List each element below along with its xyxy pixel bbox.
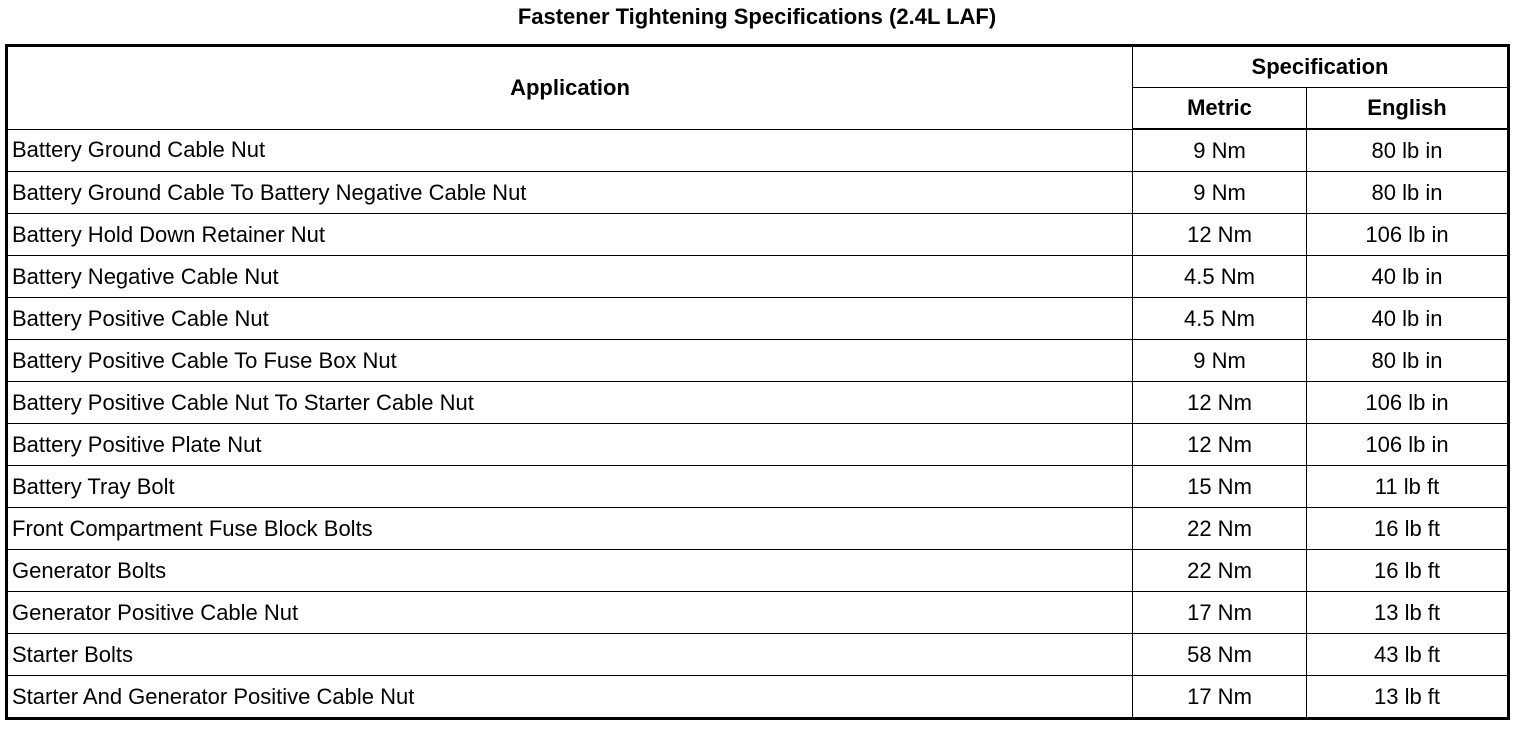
application-cell: Battery Positive Cable Nut <box>7 298 1133 340</box>
application-cell: Battery Ground Cable To Battery Negative Cable Nut <box>7 172 1133 214</box>
metric-cell: 12 Nm <box>1133 424 1307 466</box>
english-cell: 106 lb in <box>1307 214 1509 256</box>
table-row <box>7 172 1509 214</box>
application-cell: Front Compartment Fuse Block Bolts <box>7 508 1133 550</box>
application-cell: Battery Positive Cable To Fuse Box Nut <box>7 340 1133 382</box>
english-cell: 16 lb ft <box>1307 550 1509 592</box>
application-cell: Starter Bolts <box>7 634 1133 676</box>
table-row <box>7 129 1509 172</box>
specifications-table <box>5 44 1510 720</box>
application-cell: Battery Ground Cable Nut <box>7 129 1133 172</box>
table-row <box>7 592 1509 634</box>
english-cell: 13 lb ft <box>1307 592 1509 634</box>
metric-cell: 58 Nm <box>1133 634 1307 676</box>
application-cell: Starter And Generator Positive Cable Nut <box>7 676 1133 719</box>
application-cell: Battery Negative Cable Nut <box>7 256 1133 298</box>
table-header <box>7 46 1509 130</box>
application-cell: Battery Positive Plate Nut <box>7 424 1133 466</box>
english-cell: 43 lb ft <box>1307 634 1509 676</box>
english-cell: 40 lb in <box>1307 256 1509 298</box>
table-row <box>7 508 1509 550</box>
application-cell: Battery Tray Bolt <box>7 466 1133 508</box>
application-cell: Battery Hold Down Retainer Nut <box>7 214 1133 256</box>
english-cell: 106 lb in <box>1307 382 1509 424</box>
english-cell: 40 lb in <box>1307 298 1509 340</box>
metric-cell: 12 Nm <box>1133 214 1307 256</box>
metric-cell: 15 Nm <box>1133 466 1307 508</box>
table-row <box>7 634 1509 676</box>
english-cell: 80 lb in <box>1307 129 1509 172</box>
table-body <box>7 129 1509 719</box>
table-row <box>7 424 1509 466</box>
metric-cell: 9 Nm <box>1133 129 1307 172</box>
table-row <box>7 382 1509 424</box>
english-cell: 80 lb in <box>1307 172 1509 214</box>
metric-cell: 9 Nm <box>1133 340 1307 382</box>
english-cell: 16 lb ft <box>1307 508 1509 550</box>
english-cell: 13 lb ft <box>1307 676 1509 719</box>
table-row <box>7 340 1509 382</box>
metric-cell: 17 Nm <box>1133 592 1307 634</box>
application-column-header: Application <box>7 46 1133 130</box>
specification-column-header: Specification <box>1133 46 1509 88</box>
metric-column-header: Metric <box>1133 88 1307 130</box>
english-cell: 106 lb in <box>1307 424 1509 466</box>
table-row <box>7 676 1509 719</box>
metric-cell: 9 Nm <box>1133 172 1307 214</box>
metric-cell: 17 Nm <box>1133 676 1307 719</box>
application-cell: Battery Positive Cable Nut To Starter Cable Nut <box>7 382 1133 424</box>
metric-cell: 22 Nm <box>1133 508 1307 550</box>
english-cell: 80 lb in <box>1307 340 1509 382</box>
table-row <box>7 466 1509 508</box>
metric-cell: 4.5 Nm <box>1133 298 1307 340</box>
application-cell: Generator Positive Cable Nut <box>7 592 1133 634</box>
english-cell: 11 lb ft <box>1307 466 1509 508</box>
table-row <box>7 550 1509 592</box>
metric-cell: 22 Nm <box>1133 550 1307 592</box>
table-row <box>7 256 1509 298</box>
page-title: Fastener Tightening Specifications (2.4L LAF) <box>517 4 997 29</box>
metric-cell: 12 Nm <box>1133 382 1307 424</box>
metric-cell: 4.5 Nm <box>1133 256 1307 298</box>
table-row <box>7 214 1509 256</box>
application-cell: Generator Bolts <box>7 550 1133 592</box>
table-row <box>7 298 1509 340</box>
english-column-header: English <box>1307 88 1509 130</box>
